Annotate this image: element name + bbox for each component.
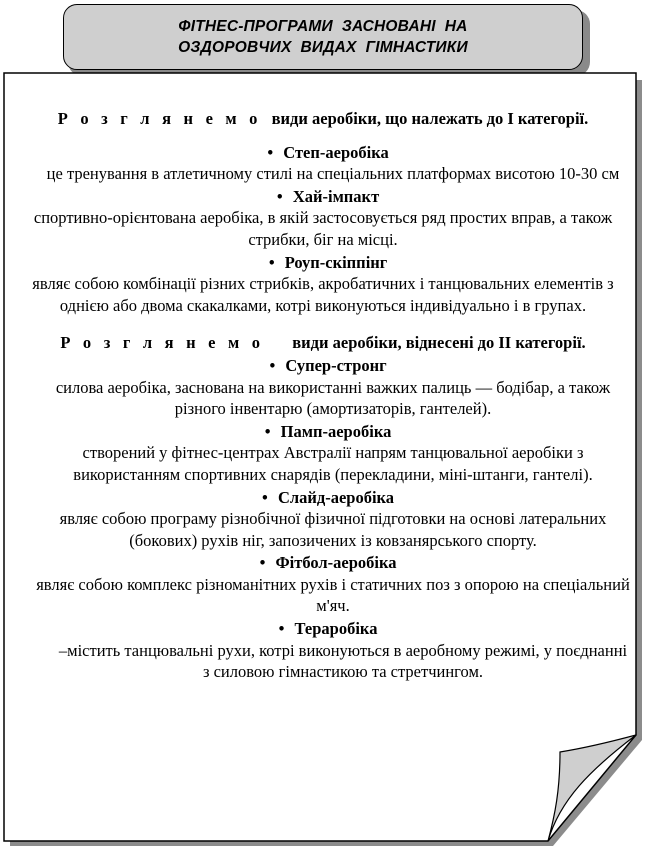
content — [14, 100, 632, 683]
bullet-icon: • — [268, 252, 275, 272]
item-title-pump: • Памп-аеробіка — [14, 421, 632, 443]
item-title-fitball: • Фітбол-аеробіка — [14, 552, 632, 574]
title-line-1: ФІТНЕС-ПРОГРАМИ ЗАСНОВАНІ НА — [178, 18, 468, 35]
item-title-super-strong: • Супер-стронг — [14, 355, 632, 377]
section-1-text: види аеробіки, що належать до І категорії. — [271, 109, 589, 128]
item-desc-rope-skipping: являє собою комбінації різних стрибків, акробатичних і танцювальних елементів з однією або двома скакалками, котрі виконуються індивідуально і в групах. — [32, 274, 614, 315]
item-title-slide: • Слайд-аеробіка — [14, 487, 632, 509]
title-line-2: ОЗДОРОВЧИХ ВИДАХ ГІМНАСТИКИ — [178, 39, 468, 56]
bullet-icon: • — [276, 186, 283, 206]
item-title-rope-skipping: • Роуп-скіппінг — [14, 252, 632, 274]
section-2-text: види аеробіки, віднесені до ІІ категорії. — [292, 333, 586, 353]
bullet-icon: • — [262, 487, 268, 507]
bullet-icon: • — [264, 421, 271, 441]
section-2-intro — [14, 332, 632, 354]
item-title-high-impact: • Хай-імпакт — [14, 186, 632, 208]
item-desc-teraerobics: –містить танцювальні рухи, котрі виконуються в аеробному режимі, у поєднанні з силовою гімнастикою та стретчингом. — [58, 640, 628, 682]
item-desc-slide: являє собою програму різнобічної фізичної підготовки на основі латеральних (бокових) рухів ніг, запозичених із ковзанярського спорту. — [59, 509, 607, 550]
bullet-icon: • — [259, 553, 266, 573]
item-desc-fitball: являє собою комплекс різноманітних рухів і статичних поз з опорою на спеціальний м'яч. — [36, 574, 630, 616]
item-title-step: • Степ-аеробіка — [14, 142, 632, 164]
item-desc-high-impact: спортивно-орієнтована аеробіка, в якій застосовується ряд простих вправ, а також стрибки, біг на місці. — [33, 208, 613, 249]
item-desc-pump: створений у фітнес-центрах Австралії напрям танцювальної аеробіки з використанням спортивних снарядів (перекладини, міні-штанги, гантелі). — [73, 443, 593, 484]
bullet-icon: • — [269, 355, 276, 375]
section-1-lead: Р о з г л я н е м о — [57, 109, 262, 128]
bullet-icon: • — [267, 142, 274, 162]
title-banner — [63, 4, 583, 70]
section-2-lead: Р о з г л я н е м о — [60, 333, 265, 353]
bullet-icon: • — [278, 619, 285, 639]
item-desc-super-strong: силова аеробіка, заснована на використанні важких палиць — бодібар, а також різного інвентарю (амортизаторів, гантелей). — [55, 377, 611, 419]
item-desc-step: це тренування в атлетичному стилі на спеціальних платформах висотою 10-30 см — [46, 164, 620, 184]
section-1-intro — [14, 108, 632, 130]
item-title-teraerobics: • Тераробіка — [14, 618, 632, 640]
